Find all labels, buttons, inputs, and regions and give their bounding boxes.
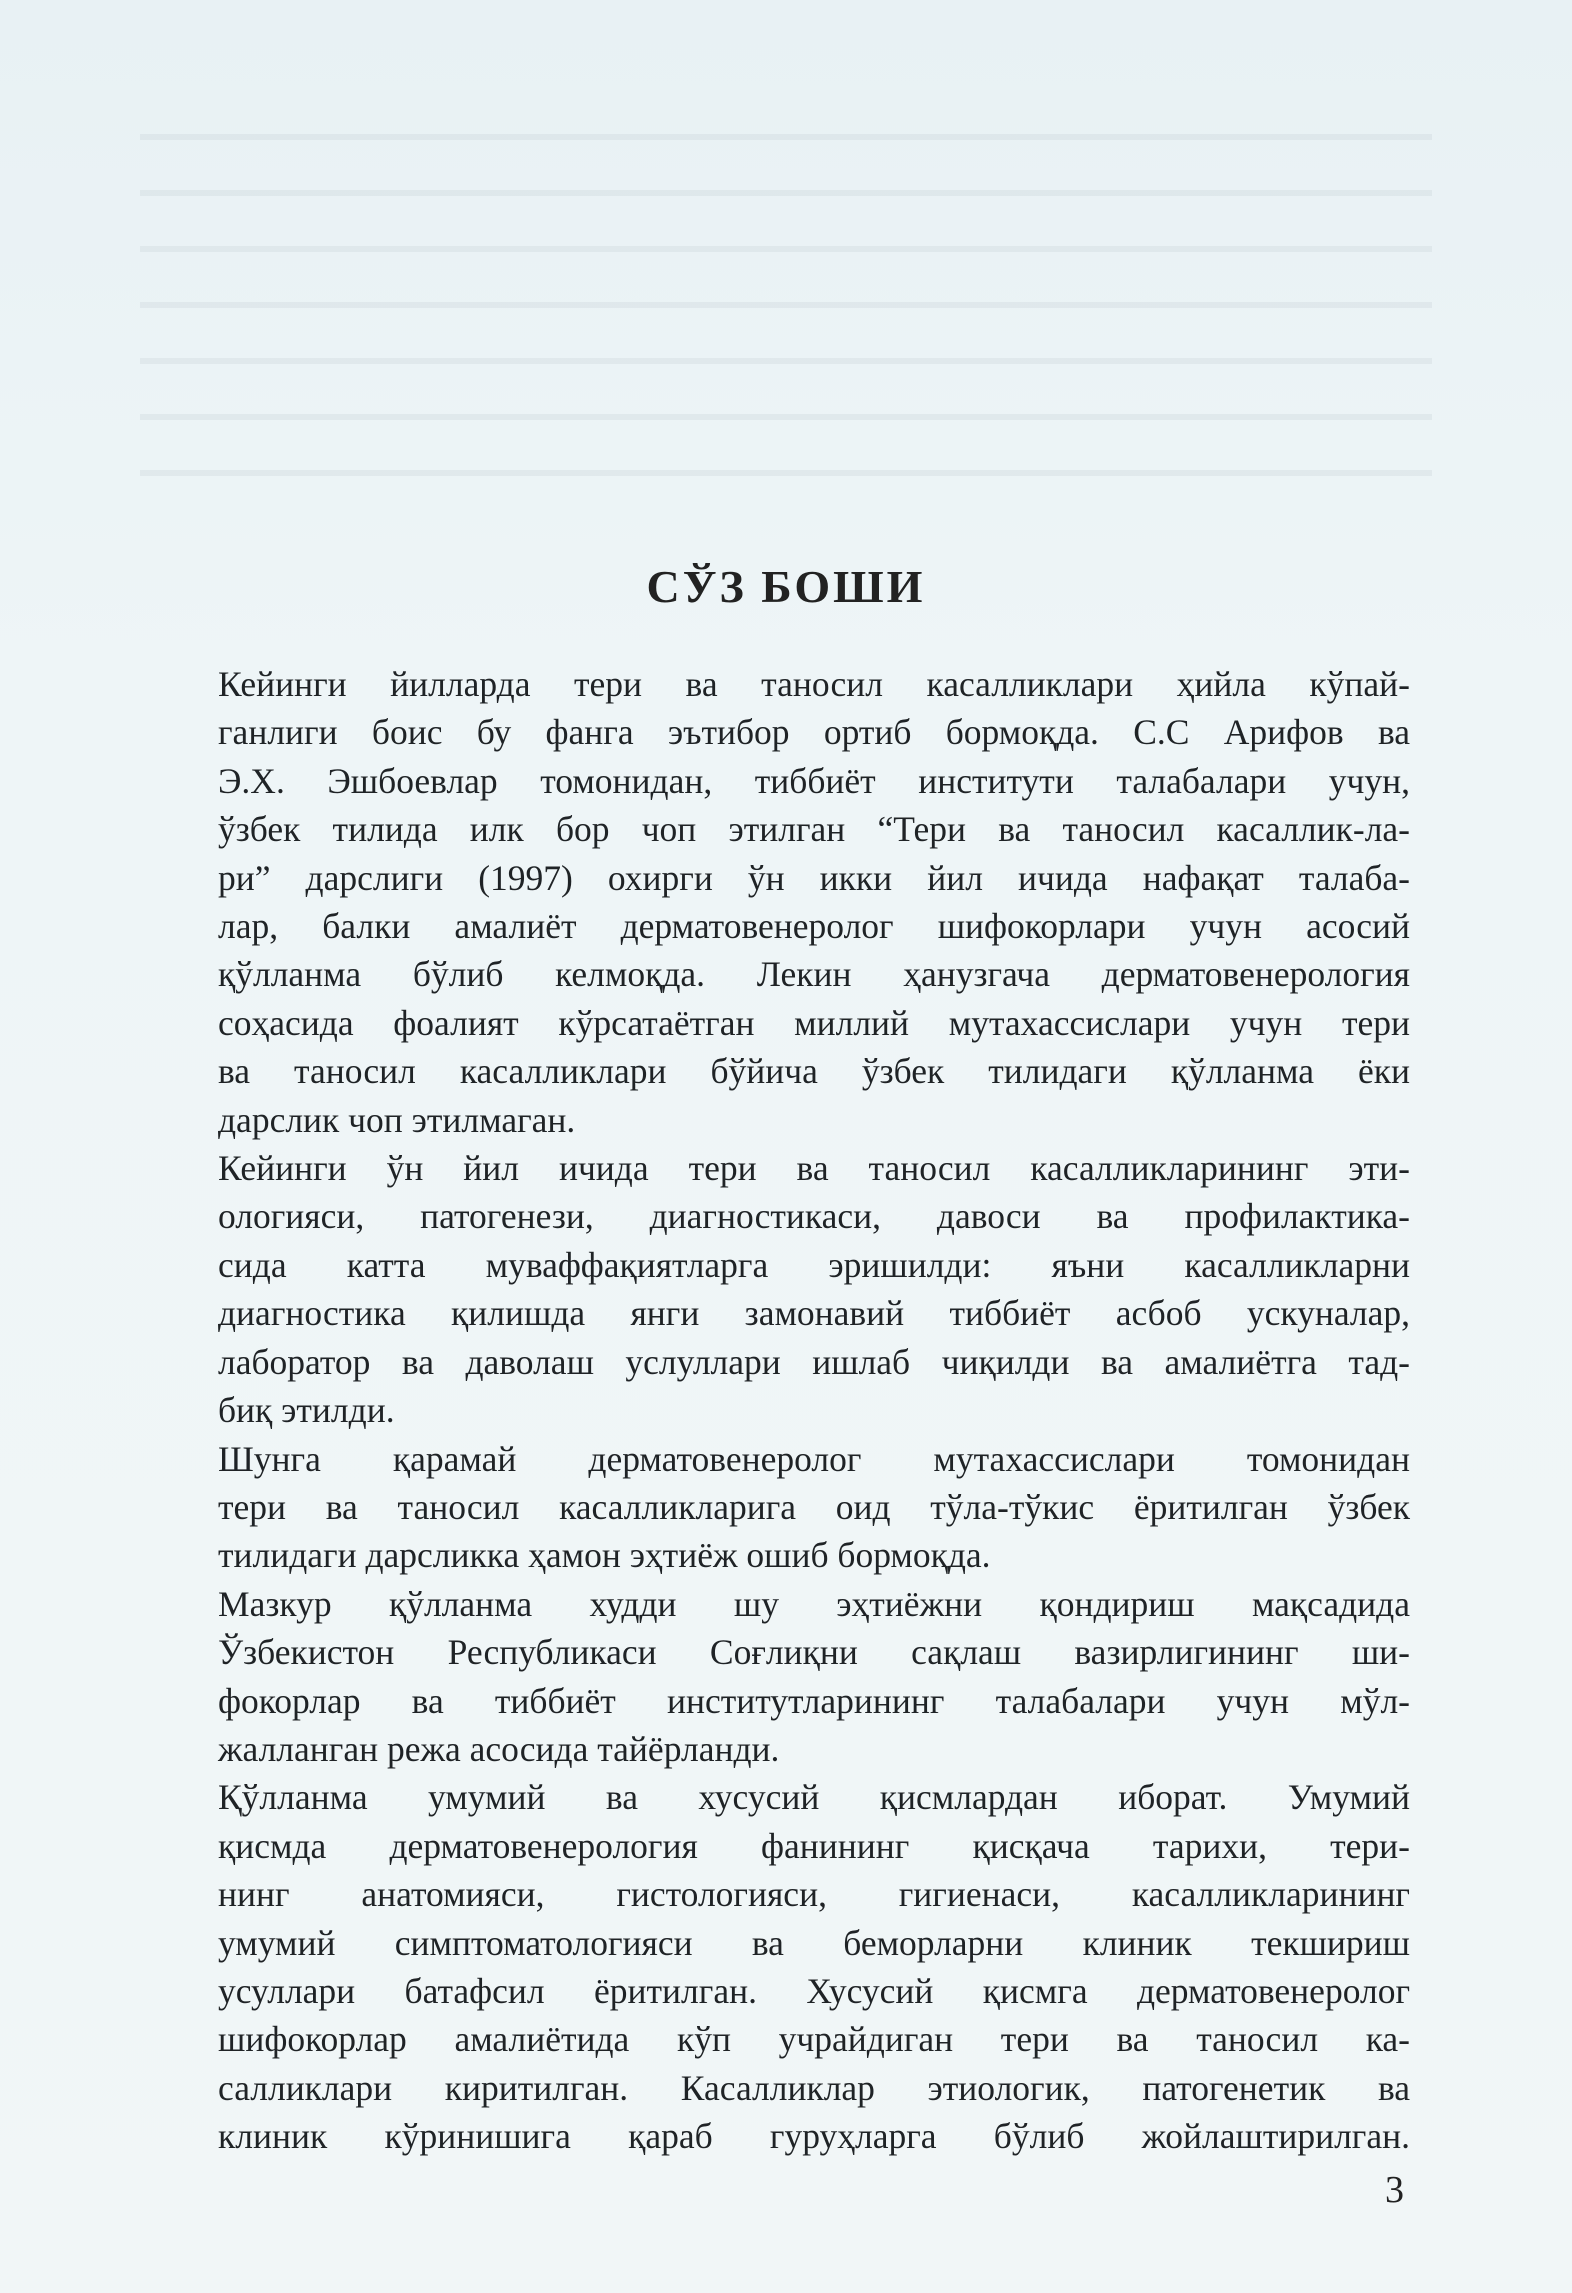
text-line: диагностика қилишда янги замонавий тиббиёт асбоб ускуналар, [218, 1293, 1410, 1334]
text-line: тери ва таносил касалликларига оид тўла-тўкис ёритилган ўзбек [218, 1486, 1410, 1527]
text-line: жалланган режа асосида тайёрланди. [218, 1728, 780, 1769]
text-line: Мазкур қўлланма худди шу эҳтиёжни қондириш мақсадида [218, 1583, 1410, 1624]
paragraph-5 [156, 1773, 1410, 2160]
text-line: усуллари батафсил ёритилган. Хусусий қисмга дерматовенеролог [218, 1970, 1410, 2011]
text-line: ўзбек тилида илк бор чоп этилган “Тери ва таносил касаллик-ла- [218, 809, 1410, 850]
text-line: лаборатор ва даволаш услуллари ишлаб чиқилди ва амалиётга тад- [218, 1341, 1410, 1382]
show-through-text [140, 100, 1432, 520]
text-line: лар, балки амалиёт дерматовенеролог шифокорлари учун асосий [218, 906, 1410, 947]
text-line: шифокорлар амалиётида кўп учрайдиган тери ва таносил ка- [218, 2019, 1410, 2060]
paragraph-2 [156, 1144, 1410, 1434]
text-line: нинг анатомияси, гистологияси, гигиенаси, касалликларининг [218, 1874, 1410, 1915]
text-line: ва таносил касалликлари бўйича ўзбек тилидаги қўлланма ёки [218, 1051, 1410, 1092]
page-number: 3 [1385, 2169, 1404, 2211]
text-line: Қўлланма умумий ва хусусий қисмлардан иборат. Умумий [218, 1777, 1410, 1818]
text-line: ологияси, патогенези, диагностикаси, давоси ва профилактика- [218, 1196, 1410, 1237]
text-line: сида катта муваффақиятларга эришилди: яъни касалликларни [218, 1244, 1410, 1285]
text-line: дарслик чоп этилмаган. [218, 1099, 576, 1140]
paragraph-3 [156, 1435, 1410, 1580]
text-line: Шунга қарамай дерматовенеролог мутахассислари томонидан [218, 1438, 1410, 1479]
text-line: Ўзбекистон Республикаси Соғлиқни сақлаш вазирлигининг ши- [218, 1632, 1410, 1673]
text-line: клиник кўринишига қараб гуруҳларга бўлиб жойлаштирилган. [218, 2116, 1410, 2157]
text-line: тилидаги дарсликка ҳамон эҳтиёж ошиб бормоқда. [218, 1535, 991, 1576]
text-line: биқ этилди. [218, 1390, 395, 1431]
text-line: соҳасида фоалият кўрсатаётган миллий мутахассислари учун тери [218, 1002, 1410, 1043]
text-line: Кейинги ўн йил ичида тери ва таносил касалликларининг эти- [218, 1148, 1410, 1189]
text-line: Кейинги йилларда тери ва таносил касалликлари ҳийла кўпай- [218, 664, 1410, 704]
paragraph-1 [156, 660, 1410, 1144]
page-title: СЎЗ БОШИ [646, 561, 926, 612]
paragraph-4 [156, 1580, 1410, 1774]
text-line: ганлиги боис бу фанга эътибор ортиб бормоқда. С.С Арифов ва [218, 712, 1410, 753]
text-line: қисмда дерматовенерология фанининг қисқача тарихи, тери- [218, 1825, 1410, 1866]
text-line: умумий симптоматологияси ва беморларни клиник текшириш [218, 1922, 1410, 1963]
text-line: ри” дарслиги (1997) охирги ўн икки йил ичида нафақат талаба- [218, 857, 1410, 898]
body-text [156, 660, 1410, 2161]
text-line: фокорлар ва тиббиёт институтларининг талабалари учун мўл- [218, 1680, 1410, 1721]
text-line: қўлланма бўлиб келмоқда. Лекин ҳанузгача дерматовенерология [218, 954, 1410, 995]
text-line: Э.Х. Эшбоевлар томонидан, тиббиёт институти талабалари учун, [218, 760, 1410, 801]
text-line: салликлари киритилган. Касалликлар этиологик, патогенетик ва [218, 2067, 1410, 2108]
